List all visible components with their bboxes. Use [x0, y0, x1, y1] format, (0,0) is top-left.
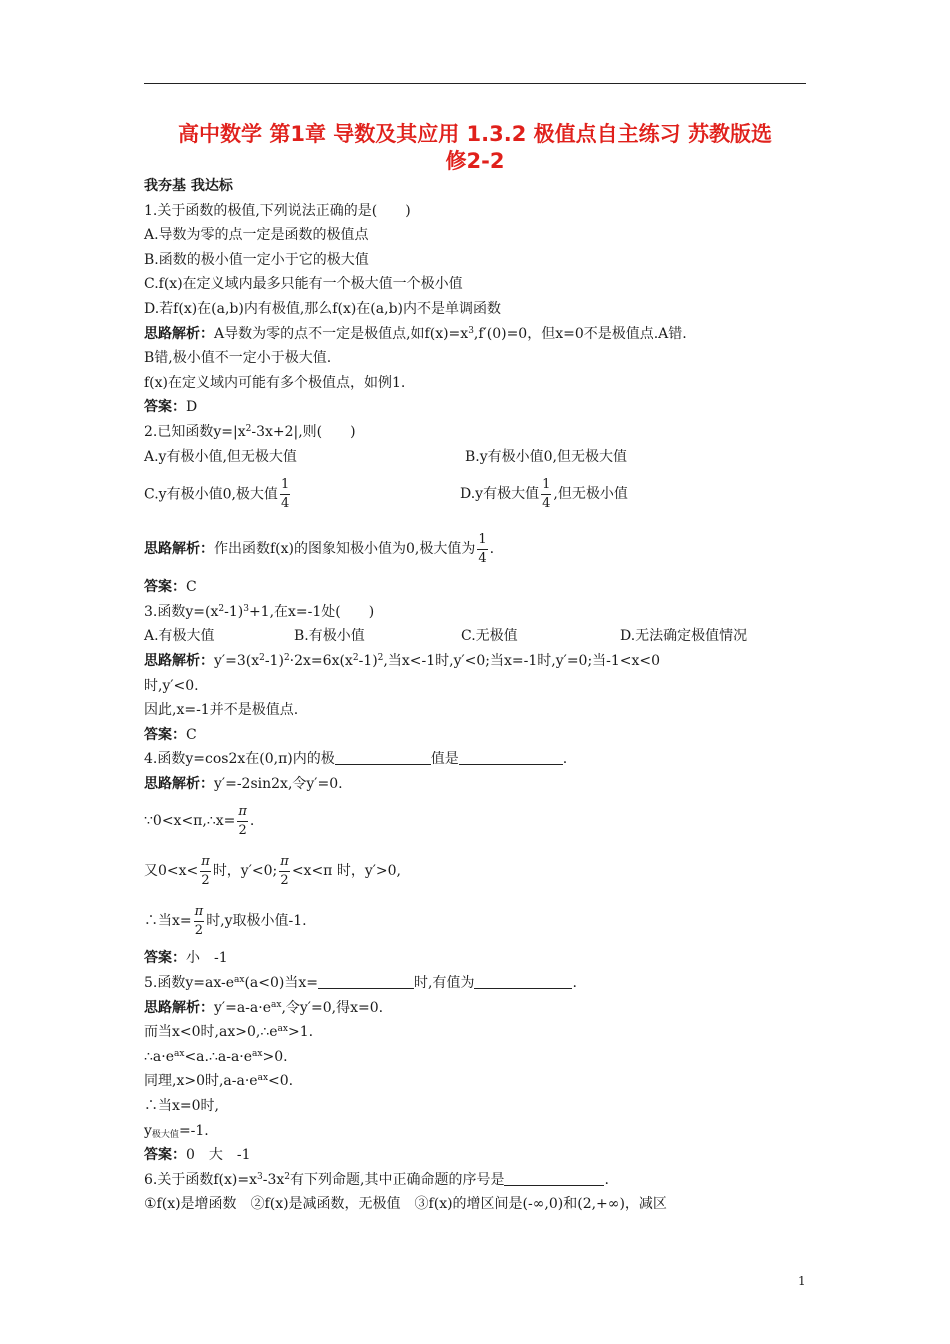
q4-answer: 答案：小 -1 [144, 950, 228, 967]
fill-in-blank[interactable] [459, 750, 563, 765]
q1-option-a: A.导数为零的点一定是函数的极值点 [144, 227, 369, 244]
q3-analysis: 思路解析：$y'=3(x^2-1)^2\cdot 2x=6x(x^2-1)^2$,当x<-1时,y′<0;当x=-1时,y′=0;当-1<x<0 [144, 652, 661, 669]
q5-analysis-line-6: $y_{极大值}=-1$. [144, 1122, 209, 1140]
fraction-pi-over-2: $\frac{\pi}{2}$ [280, 853, 289, 888]
q3-analysis-line-2: 时,y′<0. [144, 677, 199, 694]
q1-option-d: D.若f(x)在(a,b)内有极值,那么f(x)在(a,b)内不是单调函数 [144, 300, 501, 317]
q6-items: ①f(x)是增函数 ②f(x)是减函数，无极值 ③f(x)的增区间是(-∞,0)和(2,+∞)，减区 [144, 1196, 667, 1213]
q4-analysis: 思路解析：y′=-2sin2x,令y′=0. [144, 775, 343, 792]
fill-in-blank[interactable] [335, 750, 431, 765]
q1-stem: 1.关于函数的极值,下列说法正确的是( ) [144, 202, 411, 219]
fraction-pi-over-2: $\frac{\pi}{2}$ [238, 803, 247, 838]
q3-stem: 3.函数$y=(x^2-1)^3+1$,在x=-1处( ) [144, 603, 375, 620]
fill-in-blank[interactable] [504, 1171, 604, 1186]
q6-stem: 6.关于函数$f(x)=x^3-3x^2$有下列命题,其中正确命题的序号是 . [144, 1171, 609, 1188]
q5-analysis: 思路解析：$y'=a-a\cdot e^{ax}$,令y′=0,得x=0. [144, 999, 384, 1016]
q5-analysis-line-2: 而当x<0时$,ax>0,\therefore e^{ax}>1$. [144, 1024, 314, 1041]
fill-in-blank[interactable] [318, 974, 414, 989]
q5-stem: 5.函数$y=ax-e^{ax}(a<0)$当x= 时,有值为 . [144, 975, 577, 992]
fraction-pi-over-2: $\frac{\pi}{2}$ [201, 853, 210, 888]
q2-answer: 答案：C [144, 579, 197, 596]
q2-stem: 2.已知函数$y=|x^2-3x+2|$,则( ) [144, 423, 356, 440]
document-body [144, 174, 808, 1217]
q4-analysis-line-3: 又0<x< $\frac{\pi}{2}$ 时，y′<0; $\frac{\pi}{2}$ <x<π 时，y′>0, [144, 853, 401, 888]
q2-options-cd [144, 469, 808, 519]
q1-analysis-line-3: f(x)在定义域内可能有多个极值点，如例1. [144, 374, 406, 391]
title-line-2: 修2-2 [445, 149, 505, 173]
fill-in-blank[interactable] [474, 974, 572, 989]
q3-analysis-line-3: 因此,x=-1并不是极值点. [144, 702, 299, 719]
q3-option-b: B.有极小值 [294, 628, 365, 645]
q1-analysis: 思路解析：A导数为零的点不一定是极值点,如$f(x)=x^3,f'(0)=0$，但x=0不是极值点.A错. [144, 325, 687, 342]
fraction-pi-over-2: $\frac{\pi}{2}$ [194, 903, 204, 938]
q4-analysis-line-4: ∴当x= $\frac{\pi}{2}$ 时,y取极小值-1. [144, 903, 307, 938]
title-line-1: 高中数学 第1章 导数及其应用 1.3.2 极值点自主练习 苏教版选 [178, 122, 772, 146]
q1-option-b: B.函数的极小值一定小于它的极大值 [144, 251, 369, 268]
q2-option-b: B.y有极小值0,但无极大值 [465, 448, 628, 465]
q2-option-a: A.y有极小值,但无极大值 [144, 448, 297, 465]
q3-option-d: D.无法确定极值情况 [620, 628, 748, 645]
q2-analysis: 思路解析： 作出函数f(x)的图象知极小值为0,极大值为 $\frac{1}{4}$ . [144, 531, 495, 566]
q3-options [144, 624, 808, 649]
q5-answer: 答案：0 大 -1 [144, 1147, 251, 1164]
section-heading: 我夯基 我达标 [144, 178, 233, 194]
q1-option-c: C.f(x)在定义域内最多只能有一个极大值一个极小值 [144, 276, 463, 293]
q4-stem: 4.函数y=cos2x在(0,π)内的极 值是 . [144, 751, 568, 768]
q1-answer: 答案：D [144, 399, 198, 416]
fraction-one-quarter: $\frac{1}{4}$ [478, 531, 487, 566]
fraction-one-quarter: $\frac{1}{4}$ [280, 476, 290, 511]
q5-analysis-line-4: 同理,x>0时$,a-a\cdot e^{ax}<0$. [144, 1073, 294, 1090]
fraction-one-quarter: $\frac{1}{4}$ [542, 476, 551, 511]
q4-analysis-line-2: ∵0<x<π,∴x= $\frac{\pi}{2}$ . [144, 803, 255, 838]
q3-option-a: A.有极大值 [144, 628, 215, 645]
q3-option-c: C.无极值 [461, 628, 518, 645]
q1-analysis-line-2: B错,极小值不一定小于极大值. [144, 350, 332, 367]
header-rule [144, 83, 806, 84]
q3-answer: 答案：C [144, 726, 197, 743]
document-title [144, 121, 806, 175]
answer-label: 答案： [144, 399, 186, 416]
q2-option-d: D.y有极大值 $\frac{1}{4}$ ,但无极小值 [460, 476, 628, 511]
analysis-label: 思路解析： [144, 325, 214, 342]
page-number: 1 [798, 1274, 806, 1288]
q2-option-c: C.y有极小值0,极大值 $\frac{1}{4}$ [144, 476, 290, 511]
q5-analysis-line-3: $\therefore a\cdot e^{ax}<a.\therefore a-a\cdot e^{ax}>0$. [144, 1048, 288, 1065]
q5-analysis-line-5: ∴当x=0时, [144, 1098, 219, 1115]
q2-options-ab [144, 445, 808, 470]
